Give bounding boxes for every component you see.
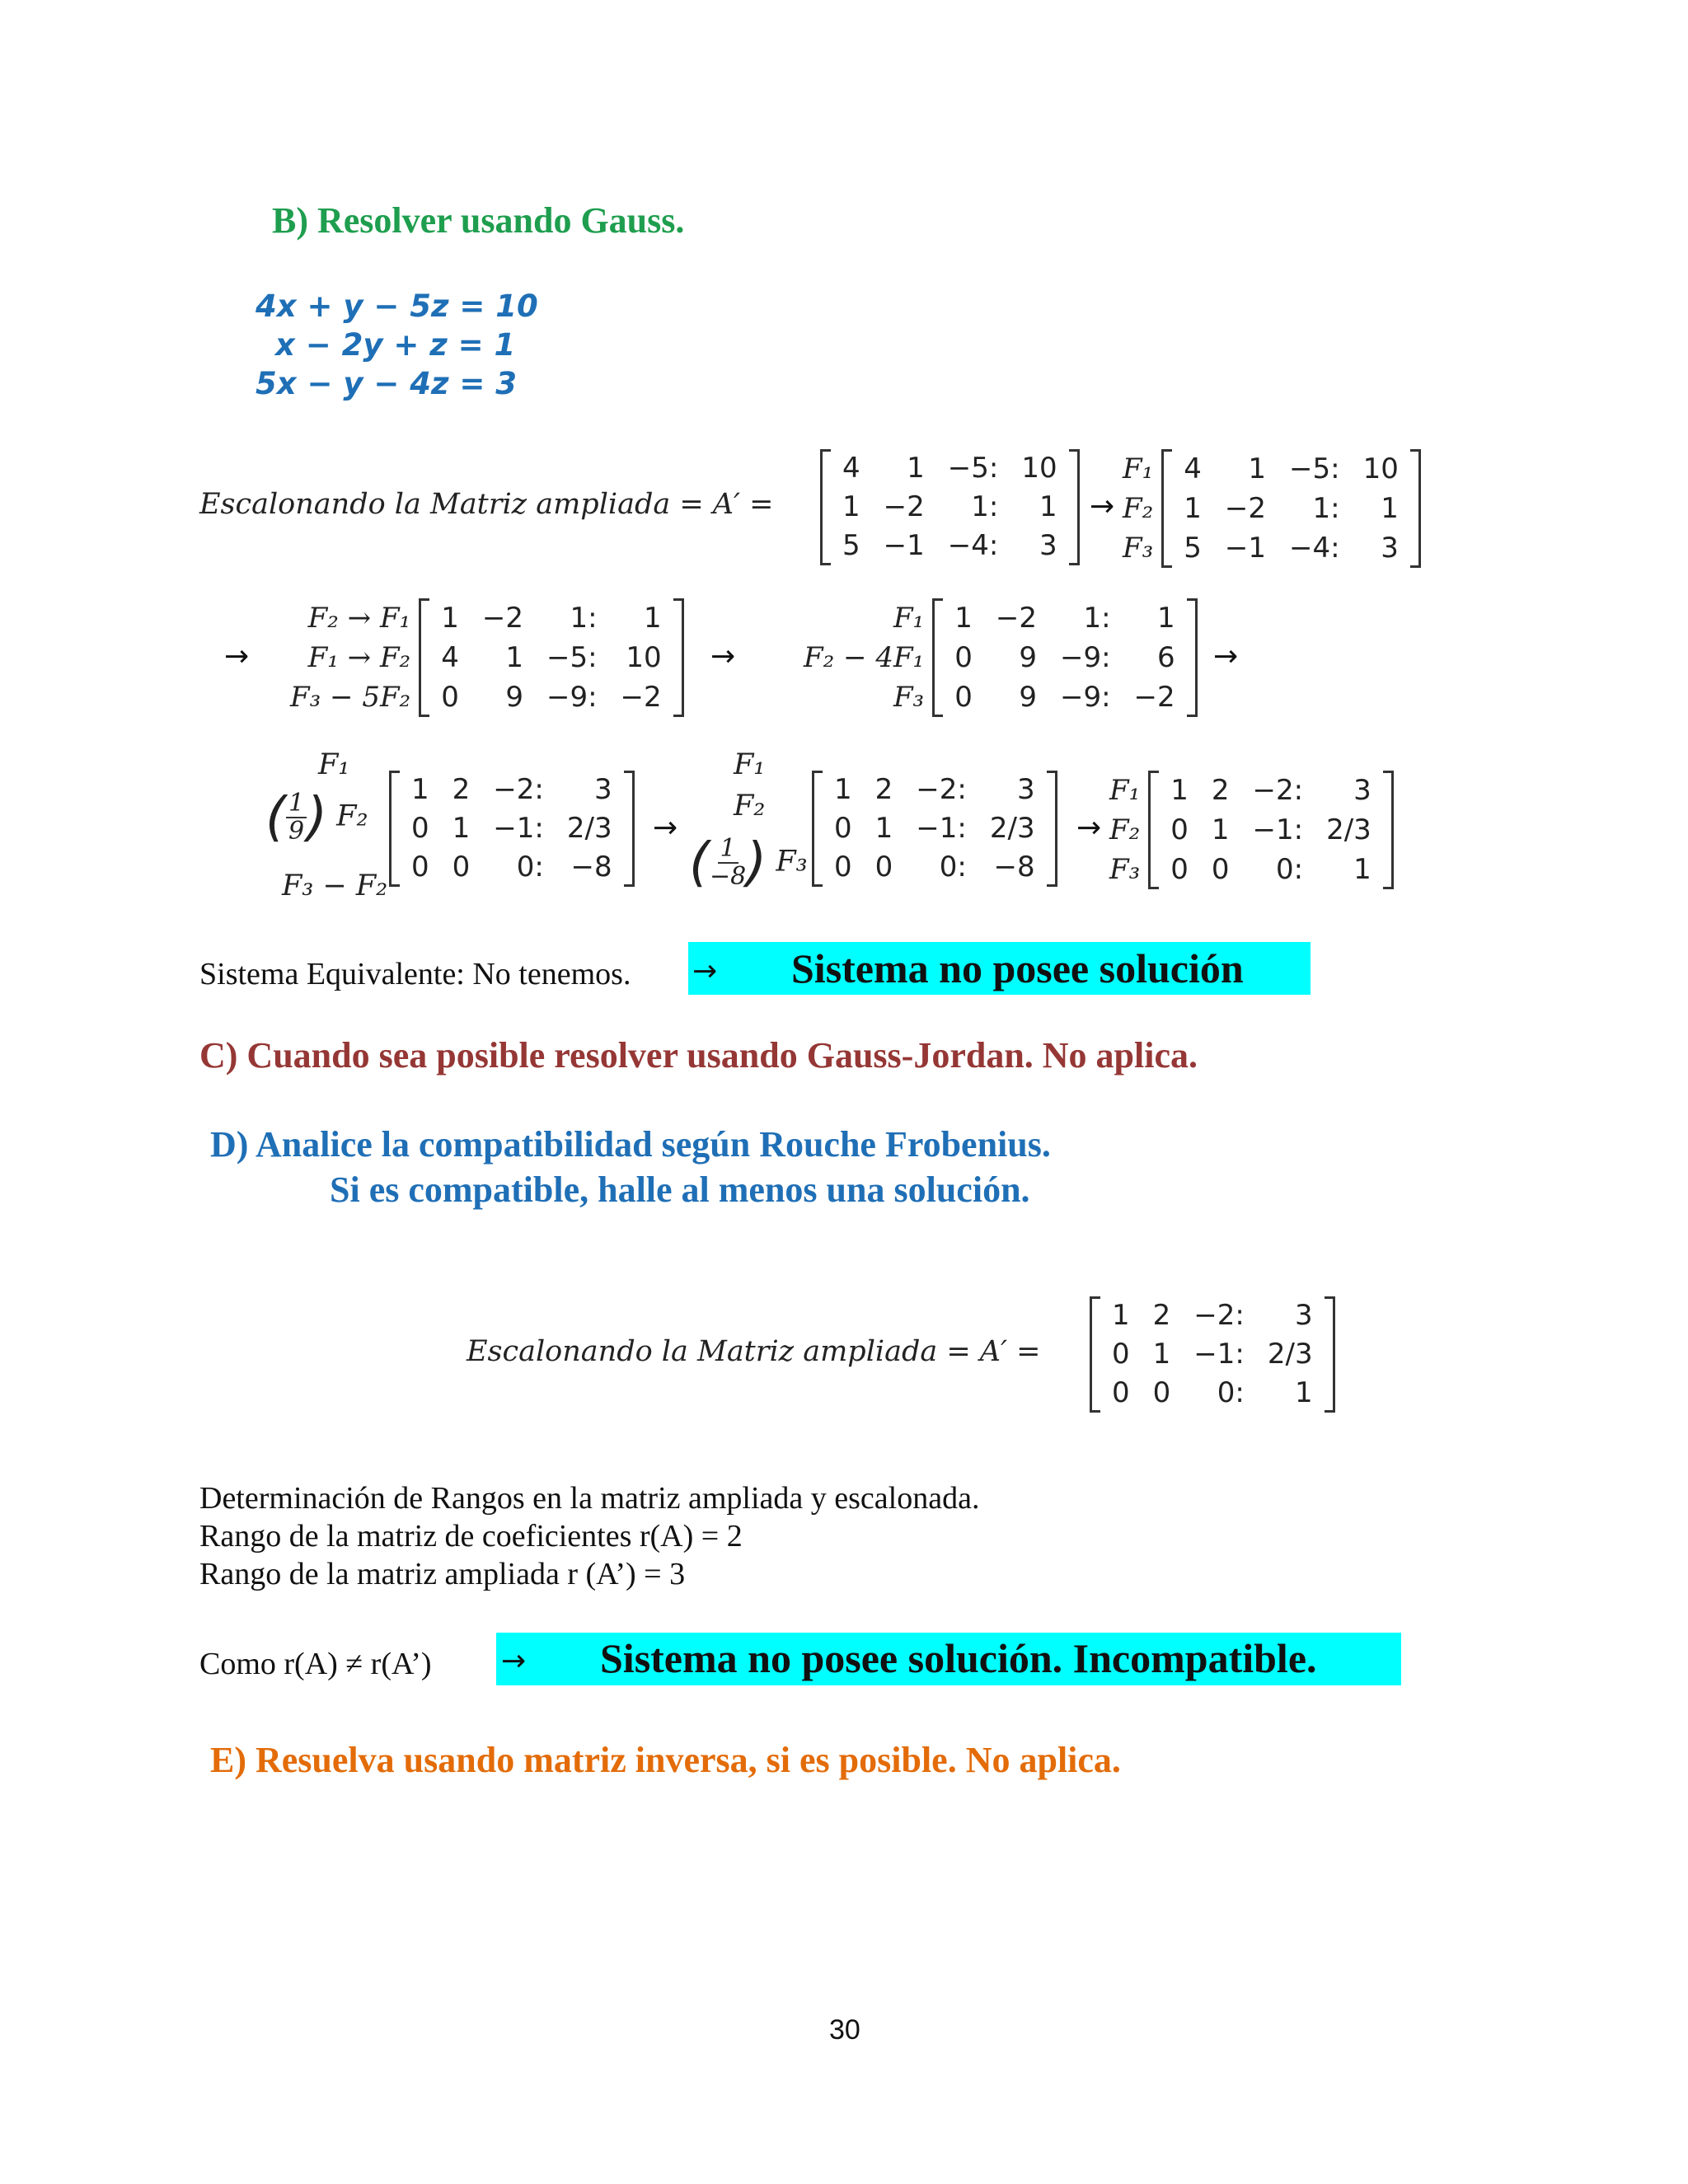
matrix-cell: 1 bbox=[411, 773, 429, 806]
matrix-cell: 1: bbox=[570, 601, 598, 635]
arrow: → bbox=[692, 954, 718, 988]
matrix-row bbox=[831, 449, 1069, 488]
matrix-cell: 1 bbox=[954, 601, 973, 635]
row-label-f1: F₁ bbox=[318, 748, 350, 781]
matrix-cell: 3 bbox=[593, 773, 612, 806]
row-label-f3-minus-f2: F₃ − F₂ bbox=[282, 869, 388, 902]
matrix-cell: −5: bbox=[546, 640, 598, 674]
matrix-cell: 5 bbox=[842, 529, 860, 562]
matrix-cell: 2/3 bbox=[989, 812, 1035, 845]
matrix-cell: 0 bbox=[1112, 1338, 1130, 1371]
matrix-cell: 4 bbox=[1184, 452, 1202, 485]
matrix-cell: 1 bbox=[1039, 490, 1057, 523]
matrix-cell: 0 bbox=[411, 812, 429, 845]
matrix-row bbox=[400, 809, 624, 848]
matrix-labeled bbox=[1123, 449, 1421, 568]
row-operation-label: F₃ bbox=[1109, 853, 1141, 886]
equivalent-system-text: Sistema Equivalente: No tenemos. bbox=[199, 957, 631, 991]
matrix-cell: 3 bbox=[1294, 1299, 1313, 1332]
arrow: → bbox=[653, 811, 678, 845]
matrix-cell: 9 bbox=[1019, 680, 1037, 714]
matrix-cell: 1 bbox=[505, 640, 523, 674]
matrix-cell: 0 bbox=[954, 640, 973, 674]
rank-intro: Determinación de Rangos en la matriz ampliada y escalonada. bbox=[199, 1481, 980, 1516]
matrix-cell: −2: bbox=[916, 773, 967, 806]
matrix-cell: −1 bbox=[883, 529, 925, 562]
arrow: → bbox=[501, 1644, 527, 1678]
matrix-cell: 9 bbox=[505, 680, 523, 714]
matrix-swap-rows bbox=[290, 598, 684, 717]
matrix-cell: 3 bbox=[1353, 773, 1372, 807]
matrix-row bbox=[1159, 850, 1383, 889]
matrix-cell: −9: bbox=[546, 680, 598, 714]
matrix-cell: 1 bbox=[907, 452, 925, 485]
matrix-cell: −2 bbox=[620, 680, 662, 714]
matrix-cell: 1 bbox=[874, 812, 893, 845]
matrix-cell: 2/3 bbox=[1326, 813, 1372, 846]
incompatible-result: Sistema no posee solución. Incompatible. bbox=[600, 1635, 1317, 1681]
equation-3: 5x − y − 4z = 3 bbox=[256, 366, 518, 401]
matrix-row bbox=[1159, 810, 1383, 850]
matrix-cell: −9: bbox=[1059, 680, 1111, 714]
row-operation-label: F₃ bbox=[893, 681, 925, 714]
matrix-row bbox=[1159, 771, 1383, 810]
matrix-cell: 1 bbox=[452, 812, 471, 845]
matrix-row bbox=[1172, 489, 1410, 528]
matrix-cell: −2 bbox=[883, 490, 925, 523]
matrix-cell: 0: bbox=[516, 851, 544, 883]
row-operation-label: F₂ → F₁ bbox=[307, 602, 411, 635]
matrix-cell: 5 bbox=[1184, 531, 1202, 565]
matrix-cell: 0 bbox=[1170, 813, 1189, 846]
matrix-cell: −1 bbox=[1224, 531, 1266, 565]
matrix-echelon-final bbox=[1109, 771, 1394, 889]
matrix-eliminate-f2 bbox=[804, 598, 1198, 717]
matrix-cell: −4: bbox=[1289, 531, 1340, 565]
equation-1: 4x + y − 5z = 10 bbox=[256, 288, 538, 324]
matrix-cell: 0: bbox=[1217, 1376, 1245, 1409]
matrix-cell: 1 bbox=[1381, 491, 1399, 525]
matrix-cell: −8 bbox=[993, 851, 1035, 883]
matrix-cell: −5: bbox=[947, 452, 999, 485]
matrix-cell: −8 bbox=[570, 851, 612, 883]
augmented-matrix-label: Escalonando la Matriz ampliada = A′ = bbox=[467, 1335, 1041, 1368]
section-d-title: D) Analice la compatibilidad según Rouche Frobenius. bbox=[210, 1124, 1051, 1165]
matrix-cell: 9 bbox=[1019, 640, 1037, 674]
augmented-matrix-label: Escalonando la Matriz ampliada = A′ = bbox=[199, 488, 774, 521]
matrix-cell: 0 bbox=[1152, 1376, 1171, 1409]
matrix-row bbox=[823, 771, 1047, 809]
section-b-title: B) Resolver usando Gauss. bbox=[272, 200, 685, 241]
arrow: → bbox=[710, 640, 736, 673]
matrix-cell: 3 bbox=[1039, 529, 1057, 562]
row-operation-label: F₃ − 5F₂ bbox=[290, 681, 411, 714]
matrix-row bbox=[831, 488, 1069, 527]
arrow: → bbox=[224, 640, 250, 673]
matrix-cell: 6 bbox=[1157, 640, 1175, 674]
matrix-cell: 0 bbox=[954, 680, 973, 714]
matrix-cell: 1 bbox=[834, 773, 852, 806]
row-label-f1: F₁ bbox=[734, 748, 766, 781]
matrix-initial bbox=[820, 449, 1080, 565]
matrix-cell: −2 bbox=[995, 601, 1037, 635]
arrow: → bbox=[1076, 811, 1102, 845]
matrix-cell: −2: bbox=[1252, 773, 1304, 807]
matrix-cell: −9: bbox=[1059, 640, 1111, 674]
matrix-cell: 0 bbox=[834, 812, 852, 845]
matrix-cell: −1: bbox=[1252, 813, 1304, 846]
matrix-cell: −2: bbox=[493, 773, 544, 806]
row-operation-label: F₃ bbox=[1123, 532, 1154, 565]
matrix-cell: 1 bbox=[1152, 1338, 1171, 1371]
matrix-cell: −2 bbox=[481, 601, 523, 635]
section-e-title: E) Resuelva usando matriz inversa, si es posible. No aplica. bbox=[210, 1740, 1121, 1780]
matrix-cell: 1 bbox=[1353, 852, 1372, 886]
row-operation-label: F₁ bbox=[1123, 452, 1154, 485]
matrix-cell: 1 bbox=[1170, 773, 1189, 807]
matrix-row bbox=[400, 848, 624, 887]
no-solution-result: Sistema no posee solución bbox=[791, 945, 1244, 991]
matrix-cell: 1 bbox=[842, 490, 860, 523]
matrix-cell: −4: bbox=[947, 529, 999, 562]
equation-2: x − 2y + z = 1 bbox=[275, 327, 516, 363]
matrix-row bbox=[1172, 449, 1410, 489]
scaling-factor-one-ninth: ( $\frac{1}{9}$ ) F₂ bbox=[265, 787, 368, 848]
row-operation-label: F₂ bbox=[1123, 492, 1154, 525]
matrix-cell: 3 bbox=[1381, 531, 1399, 565]
matrix-cell: 0 bbox=[874, 851, 893, 883]
matrix-cell: 0: bbox=[1276, 852, 1304, 886]
matrix-cell: 1: bbox=[1083, 601, 1111, 635]
matrix-row bbox=[1100, 1296, 1325, 1335]
matrix-row bbox=[1100, 1335, 1325, 1374]
matrix-cell: −2: bbox=[1193, 1299, 1245, 1332]
matrix-cell: 0 bbox=[1170, 852, 1189, 886]
rank-coefficient-matrix: Rango de la matriz de coeficientes r(A) = 2 bbox=[199, 1519, 743, 1554]
matrix-cell: 0 bbox=[1112, 1376, 1130, 1409]
matrix-cell: 1 bbox=[1157, 601, 1175, 635]
scaling-factor-minus-one-eighth: ( $\frac{1}{-8}$ ) F₃ bbox=[689, 832, 808, 893]
matrix-cell: −1: bbox=[493, 812, 544, 845]
matrix-cell: 1 bbox=[1184, 491, 1202, 525]
matrix-row bbox=[400, 771, 624, 809]
matrix-row bbox=[1100, 1374, 1325, 1413]
matrix-cell: 2 bbox=[1152, 1299, 1171, 1332]
matrix-cell: 3 bbox=[1016, 773, 1035, 806]
matrix-cell: 1 bbox=[1248, 452, 1266, 485]
section-c-title: C) Cuando sea posible resolver usando Gauss-Jordan. No aplica. bbox=[199, 1035, 1198, 1076]
page-number: 30 bbox=[829, 2014, 860, 2046]
rank-comparison: Como r(A) ≠ r(A’) bbox=[199, 1647, 432, 1681]
row-operation-label: F₁ → F₂ bbox=[307, 641, 411, 674]
matrix-cell: 1 bbox=[441, 601, 459, 635]
row-operation-label: F₂ bbox=[1109, 813, 1141, 846]
matrix-row bbox=[943, 598, 1186, 638]
matrix-row bbox=[1172, 528, 1410, 568]
matrix-cell: 10 bbox=[626, 640, 662, 674]
matrix-cell: 2/3 bbox=[566, 812, 612, 845]
matrix-cell: 0 bbox=[411, 851, 429, 883]
matrix-cell: 0 bbox=[452, 851, 471, 883]
matrix-cell: 2 bbox=[1211, 773, 1230, 807]
matrix-cell: 10 bbox=[1021, 452, 1057, 485]
matrix-cell: 4 bbox=[842, 452, 860, 485]
matrix-cell: 1: bbox=[971, 490, 999, 523]
row-label-f2: F₂ bbox=[734, 790, 766, 823]
matrix-row bbox=[823, 848, 1047, 887]
matrix-row bbox=[429, 638, 673, 677]
matrix-cell: 0 bbox=[834, 851, 852, 883]
matrix-cell: 4 bbox=[441, 640, 459, 674]
matrix-row bbox=[823, 809, 1047, 848]
row-operation-label: F₁ bbox=[1109, 774, 1141, 807]
matrix-cell: −1: bbox=[1193, 1338, 1245, 1371]
matrix-cell: 2 bbox=[452, 773, 471, 806]
matrix-cell: 1: bbox=[1312, 491, 1340, 525]
matrix-row bbox=[943, 677, 1186, 717]
matrix-before-scaling-f3 bbox=[812, 771, 1057, 887]
arrow: → bbox=[1090, 490, 1115, 523]
matrix-cell: −2 bbox=[1133, 680, 1175, 714]
matrix-cell: 1 bbox=[1211, 813, 1230, 846]
matrix-row bbox=[943, 638, 1186, 677]
matrix-row bbox=[429, 598, 673, 638]
matrix-row bbox=[831, 527, 1069, 565]
matrix-cell: 0: bbox=[939, 851, 967, 883]
matrix-echelon-rank bbox=[1090, 1296, 1335, 1413]
matrix-cell: 0 bbox=[1211, 852, 1230, 886]
matrix-cell: 10 bbox=[1362, 452, 1399, 485]
row-operation-label: F₂ − 4F₁ bbox=[804, 641, 925, 674]
section-d-subtitle: Si es compatible, halle al menos una solución. bbox=[330, 1169, 1030, 1210]
matrix-cell: −2 bbox=[1224, 491, 1266, 525]
rank-augmented-matrix: Rango de la matriz ampliada r (A’) = 3 bbox=[199, 1557, 686, 1591]
matrix-cell: 1 bbox=[644, 601, 662, 635]
matrix-cell: 0 bbox=[441, 680, 459, 714]
matrix-cell: 2/3 bbox=[1267, 1338, 1313, 1371]
matrix-cell: 1 bbox=[1294, 1376, 1313, 1409]
row-operation-label: F₁ bbox=[893, 602, 925, 635]
matrix-cell: 2 bbox=[874, 773, 893, 806]
matrix-row bbox=[429, 677, 673, 717]
matrix-cell: 1 bbox=[1112, 1299, 1130, 1332]
matrix-cell: −1: bbox=[916, 812, 967, 845]
arrow: → bbox=[1213, 640, 1239, 673]
matrix-scaled-f2 bbox=[389, 771, 635, 887]
matrix-cell: −5: bbox=[1289, 452, 1340, 485]
